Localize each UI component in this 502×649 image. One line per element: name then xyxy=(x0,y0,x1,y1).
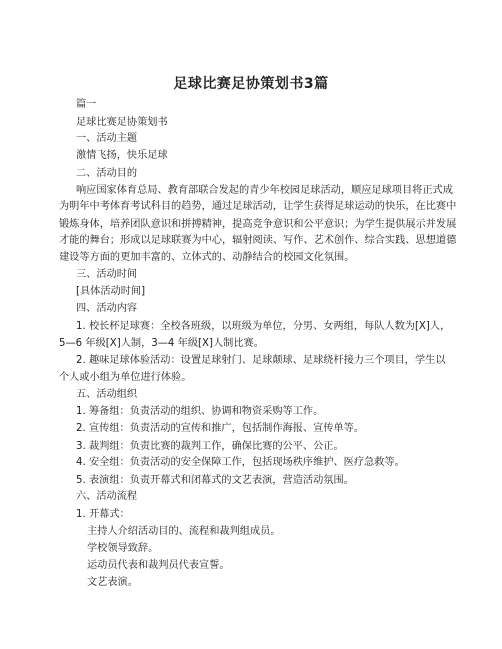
paragraph-line: 一、活动主题 xyxy=(76,133,138,144)
paragraph-line: 学校领导致辞。 xyxy=(87,543,159,554)
paragraph-line: 五、活动组织 xyxy=(76,389,138,400)
paragraph-line: 建设等方面的更加丰富的、立体式的、动静结合的校园文化氛围。 xyxy=(59,252,355,263)
paragraph-line: 运动员代表和裁判员代表宣誓。 xyxy=(87,560,230,571)
paragraph-line: 锻炼身体，培养团队意识和拼搏精神，提高竞争意识和公平意识；为学生提供展示并发展 xyxy=(59,219,457,230)
paragraph-line: 5. 表演组：负责开幕式和闭幕式的文艺表演，营造活动氛围。 xyxy=(76,475,354,486)
paragraph-line: 2. 趣味足球体验活动：设置足球射门、足球颠球、足球绕杆接力三个项目，学生以 xyxy=(76,355,446,366)
paragraph-line: 1. 校长杯足球赛：全校各班级，以班级为单位，分男、女两组，每队人数为[X]人， xyxy=(76,321,451,332)
paragraph-line: 为明年中考体育考试科目的趋势，通过足球活动，让学生获得足球运动的快乐，在比赛中 xyxy=(59,201,457,212)
paragraph-line: 响应国家体育总局、教育部联合发起的青少年校园足球活动，顺应足球项目将正式成 xyxy=(76,185,453,196)
paragraph-line: 四、活动内容 xyxy=(76,303,138,314)
paragraph-line: 六、活动流程 xyxy=(76,491,138,502)
paragraph-line: 激情飞扬，快乐足球 xyxy=(76,150,168,161)
paragraph-line: 2. 宣传组：负责活动的宣传和推广，包括制作海报、宣传单等。 xyxy=(76,423,365,434)
paragraph-line: 1. 筹备组：负责活动的组织、协调和物资采购等工作。 xyxy=(76,406,324,417)
paragraph-line: 篇一 xyxy=(76,99,97,110)
paragraph-line: 文艺表演。 xyxy=(87,577,138,588)
paragraph-line: [具体活动时间] xyxy=(76,286,146,297)
paragraph-line: 3. 裁判组：负责比赛的裁判工作，确保比赛的公平、公正。 xyxy=(76,441,344,452)
paragraph-line: 二、活动目的 xyxy=(76,168,138,179)
paragraph-line: 个人或小组为单位进行体验。 xyxy=(59,372,192,383)
paragraph-line: 4. 安全组：负责活动的安全保障工作，包括现场秩序维护、医疗急救等。 xyxy=(76,457,405,468)
paragraph-line: 才能的舞台；形成以足球联赛为中心，辐射阅读、写作、艺术创作、综合实践、思想道德 xyxy=(59,235,457,246)
paragraph-line: 三、活动时间 xyxy=(76,269,138,280)
paragraph-line: 5—6 年级[X]人制，3—4 年级[X]人制比赛。 xyxy=(59,338,264,349)
paragraph-line: 1. 开幕式： xyxy=(76,509,130,520)
paragraph-line: 足球比赛足协策划书 xyxy=(76,117,168,128)
paragraph-line: 主持人介绍活动目的、流程和裁判组成员。 xyxy=(87,526,281,537)
document-title: 足球比赛足协策划书3篇 xyxy=(173,76,329,92)
